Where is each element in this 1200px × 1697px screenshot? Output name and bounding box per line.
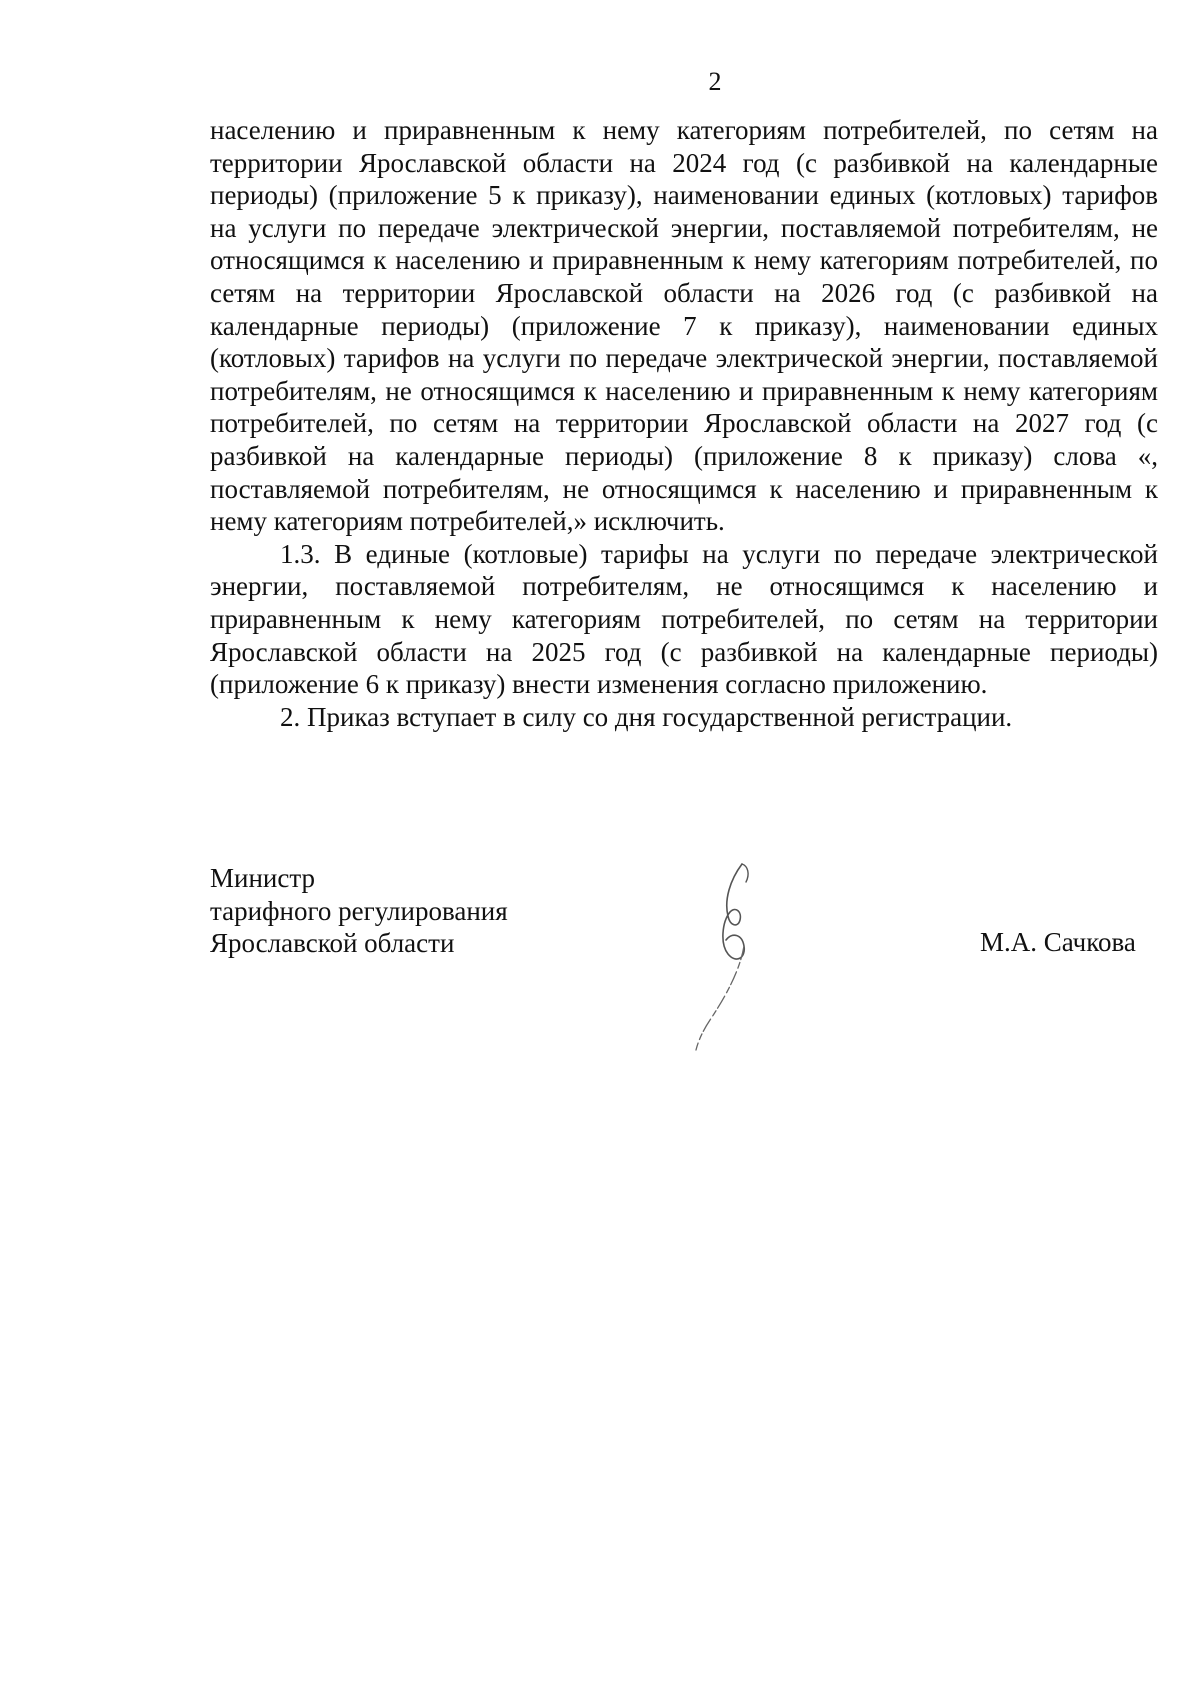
document-body — [210, 114, 1158, 733]
signatory-position — [210, 862, 508, 960]
page-number: 2 — [708, 67, 722, 96]
paragraph-continuation: населению и приравненным к нему категориям потребителей, по сетям на территории Ярославской области на 2024 год (с разбивкой на календарные периоды) (приложение 5 к приказу), наименовании единых (котловых) тарифов на услуги по передаче электрической энергии, поставляемой потребителям, не относящимся к населению и приравненным к нему категориям потребителей, по сетям на территории Ярославской области на 2026 год (с разбивкой на календарные периоды) (приложение 7 к приказу), наименовании единых (котловых) тарифов на услуги по передаче электрической энергии, поставляемой потребителям, не относящимся к населению и приравненным к нему категориям потребителей, по сетям на территории Ярославской области на 2027 год (с разбивкой на календарные периоды) (приложение 8 к приказу) слова «, поставляемой потребителям, не относящимся к населению и приравненным к нему категориям потребителей,» исключить. — [210, 115, 1158, 537]
paragraph-1-3: 1.3. В единые (котловые) тарифы на услуги по передаче электрической энергии, поставляемой потребителям, не относящимся к населению и приравненным к нему категориям потребителей, по сетям на территории Ярославской области на 2025 год (с разбивкой на календарные периоды) (приложение 6 к приказу) внести изменения согласно приложению. — [210, 538, 1158, 700]
paragraph-2: 2. Приказ вступает в силу со дня государственной регистрации. — [280, 701, 1013, 732]
position-line-minister: Министр — [210, 863, 315, 893]
signer-name: М.А. Сачкова — [980, 927, 1136, 957]
position-line-department: тарифного регулирования — [210, 895, 508, 926]
position-line-region: Ярославской области — [210, 928, 455, 959]
handwritten-signature — [680, 860, 800, 1060]
